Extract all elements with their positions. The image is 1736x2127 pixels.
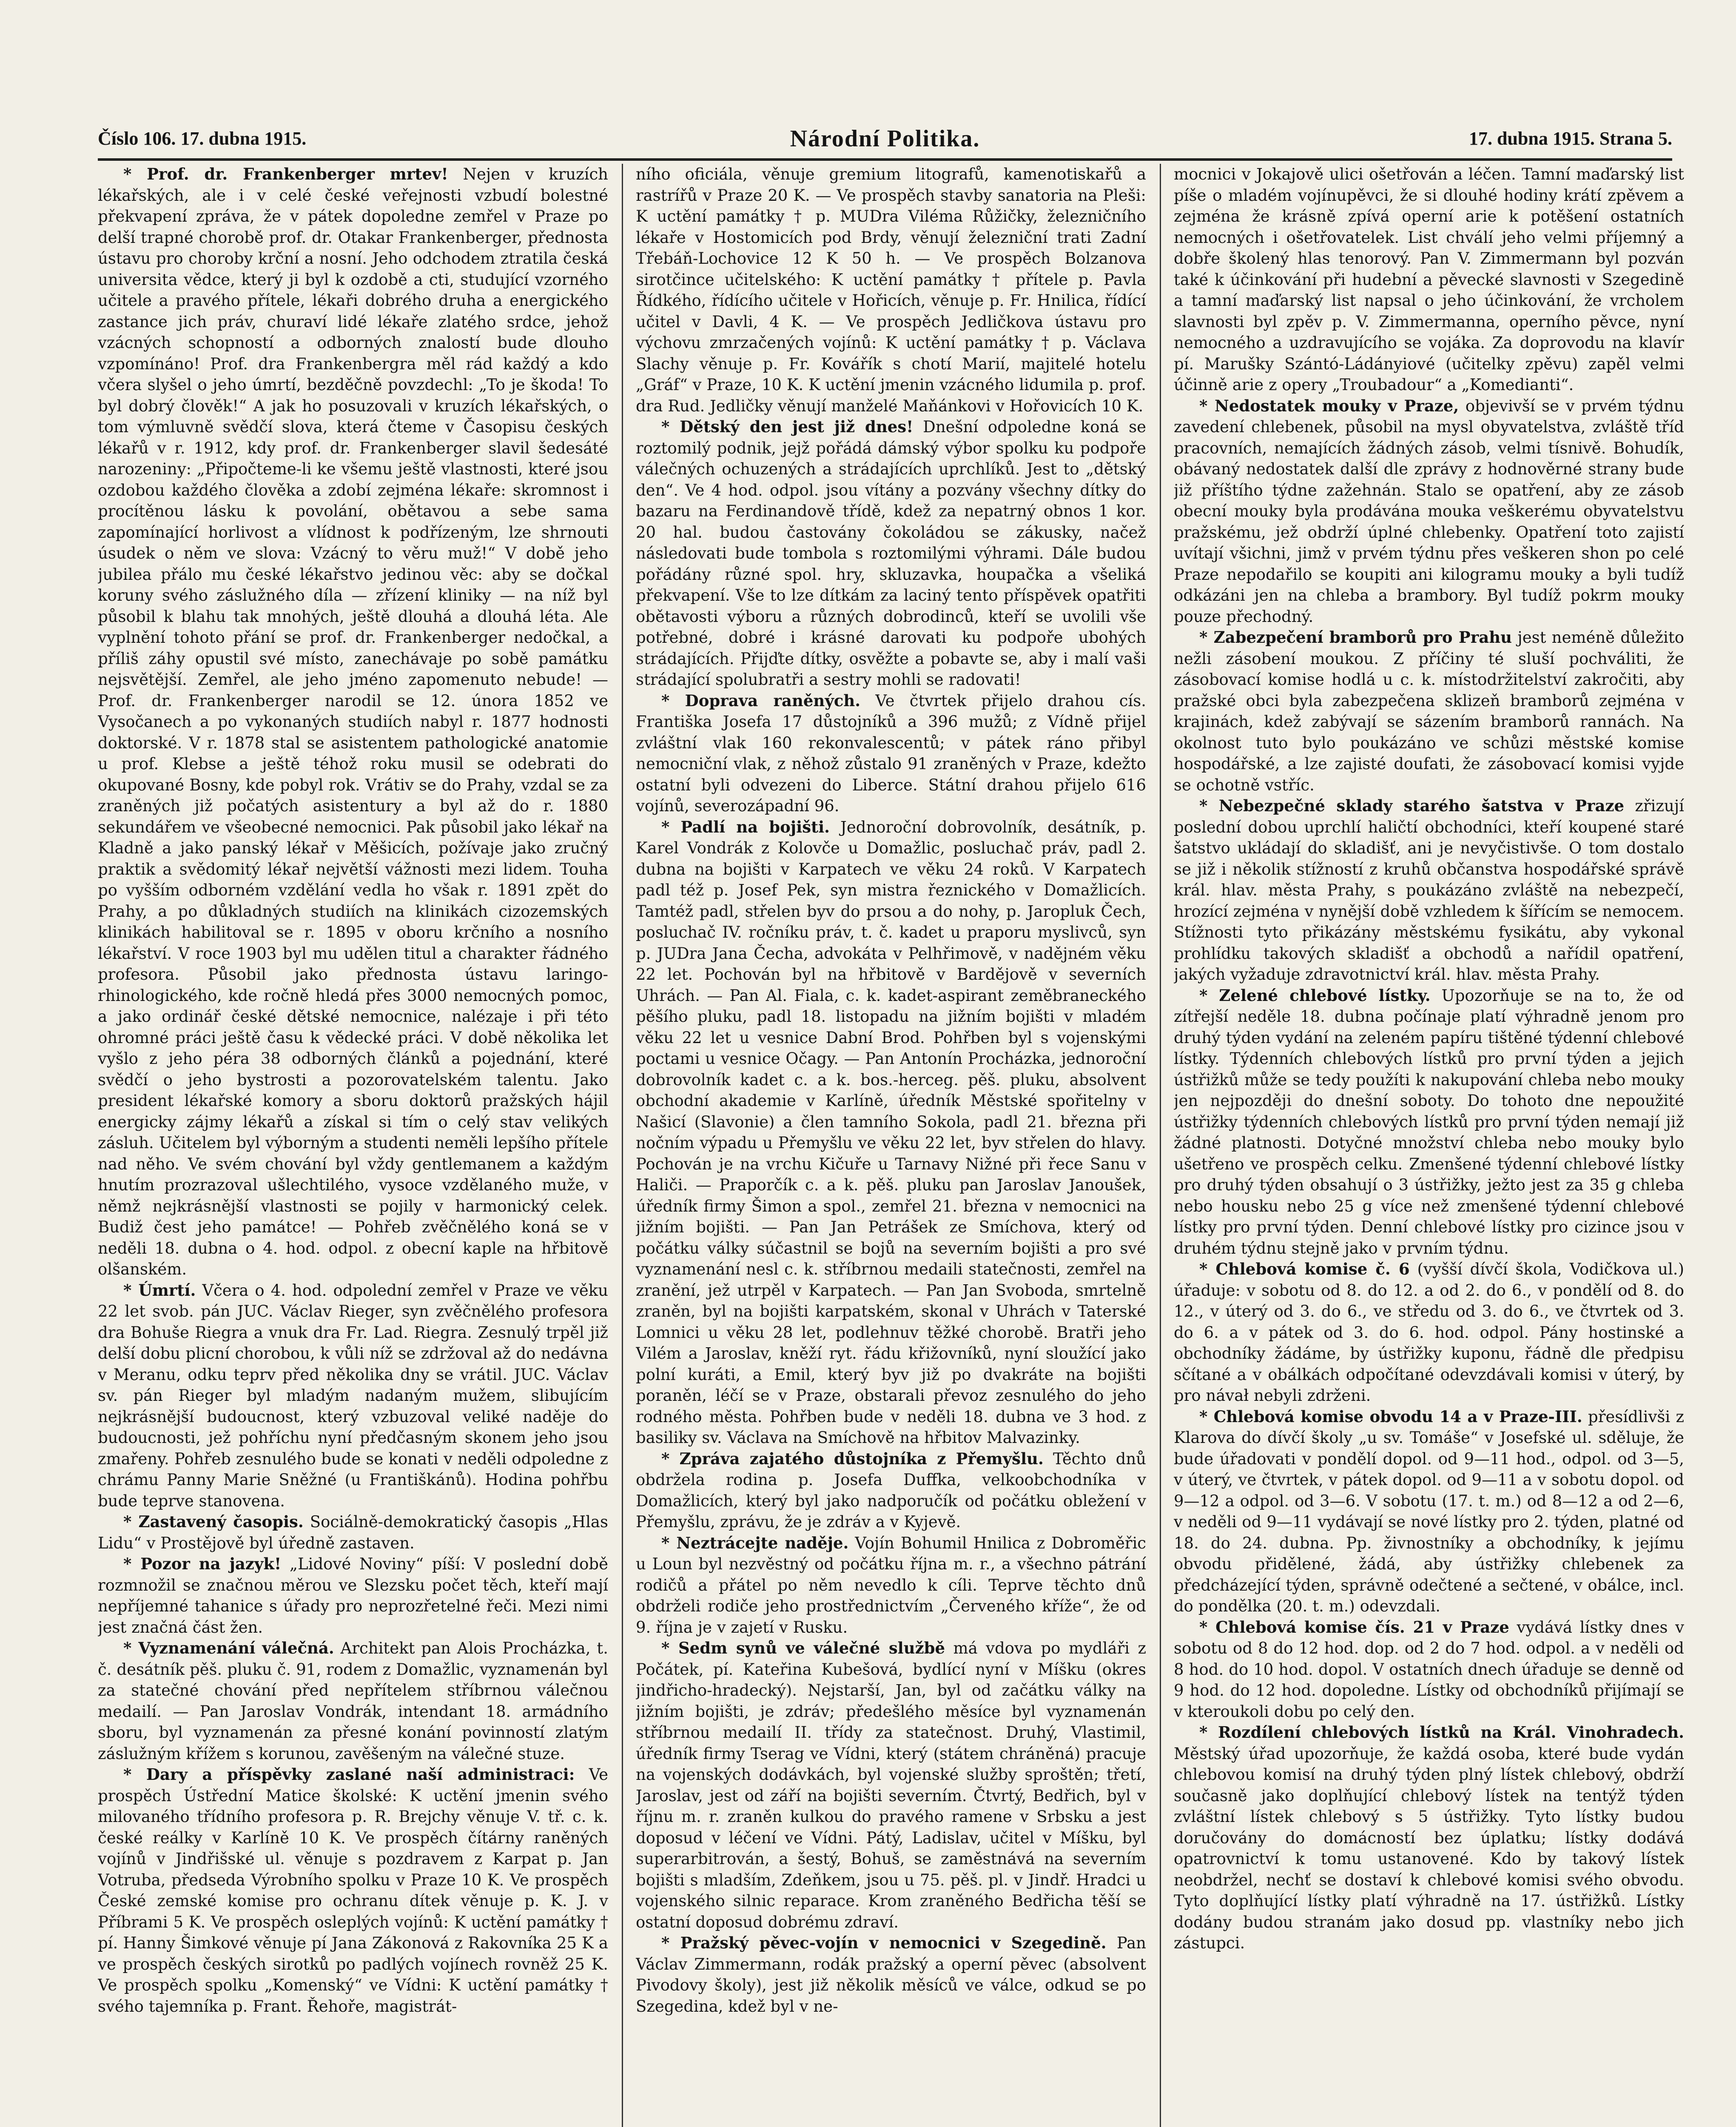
article-heading: * Chlebová komise obvodu 14 a v Praze-III. [1199, 1407, 1582, 1426]
column-2 [636, 164, 1146, 2127]
article-heading: * Dary a příspěvky zaslané naší administraci: [123, 1765, 575, 1784]
article-heading: * Zabezpečení bramborů pro Prahu [1199, 628, 1512, 647]
article-paragraph [636, 690, 1146, 817]
article-text: zřizují poslední dobou uprchlí haličtí obchodníci, kteří koupené staré šatstvo ukládají do skladišť, ani je nevyčistivše. O tom dostalo se již i několik stížností z kruhů občanstva hospodářské správě král. hlav. města Prahy, s poukázáno zvláště na nebezpečí, hrozící zejména v nynější době vzhledem k šířícím se nemocem. Stížnosti tyto přikázány městskému fysikátu, aby vykonal prohlídku takových skladišť a obchodů a nařídil opatření, jakých vyžaduje zdravotnictví král. hlav. města Prahy. [1174, 797, 1684, 984]
article-text: Jednoroční dobrovolník, desátník, p. Karel Vondrák z Kolovče u Domažlic, posluchač práv, padl 2. dubna na bojišti v Karpatech ve věku 24 roků. V Karpatech padl též p. Josef Pek, syn mistra řeznického v Domažlicích. Tamtéž padl, střelen byv do prsou a do nohy, p. Jaropluk Čech, posluchač IV. ročníku práv, t. č. kadet u praporu myslivců, syn p. JUDra Jana Čecha, advokáta v Pelhřimově, v nadějném věku 22 let. Pochován byl na hřbitově v Bardějově v severních Uhrách. — Pan Al. Fiala, c. k. kadet-aspirant zeměbraneckého pěšího pluku, padl 18. listopadu na jižním bojišti v mladém věku 22 let u vesnice Dabní Brod. Pohřben byl s vojenskými poctami u vesnice Očagy. — Pan Antonín Procházka, jednoroční dobrovolník kadet c. a k. bos.-herceg. pěš. pluku, absolvent obchodní akademie v Karlíně, úředník Městské spořitelny v Našicí (Slavonie) a člen tamního Sokola, padl 21. března při nočním výpadu u Přemyšlu ve věku 22 let, byv střelen do hlavy. Pochován je na vrchu Kičuře u Tarnavy Nižné při řece Sanu v Haliči. — Praporčík c. a k. pěš. pluku pan Jaroslav Janoušek, úředník firmy Šimon a spol., zemřel 21. března v nemocnici na jižním bojišti. — Pan Jan Petrášek ze Smíchova, který od počátku války súčastnil se bojů na severním bojišti a pro své vyznamenání nesl c. k. stříbrnou medaili statečnosti, zemřel na zranění, jež utrpěl v Karpatech. — Pan Jan Svoboda, smrtelně zraněn, byl na bojišti karpatském, skonal v Uhrách v Taterské Lomnici u věku 28 let, podlehnuv těžké chorobě. Bratři jeho Vilém a Jaroslav, kněží ryt. řádu křižovníků, nyní sloužící jako polní kuráti, a Emil, který byv již po dvakráte na bojišti poraněn, léčí se v Praze, obstarali převoz zesnulého do jeho rodného města. Pohřben bude v neděli 18. dubna ve 3 hod. z basiliky sv. Václava na Smíchově na hřbitov Malvazinky. [636, 818, 1146, 1447]
article-heading: * Prof. dr. Frankenberger mrtev! [123, 165, 448, 183]
article-paragraph [1174, 164, 1684, 396]
article-paragraph [1174, 1259, 1684, 1406]
article-heading: * Pozor na jazyk! [123, 1554, 282, 1573]
article-text: má vdova po mydláři z Počátek, pí. Kateřina Kubešová, bydlící nyní v Míšku (okres jindřicho-hradecký). Nejstarší, Jan, byl od začátku války na jižním bojišti, je zdráv; předešlého měsíce byl vyznamenán stříbrnou medailí II. třídy za statečnost. Druhý, Vlastimil, úředník firmy Tserag ve Vídni, který (státem chráněná) pracuje na vojenských dodávkách, byl vojenské služby sproštěn; třetí, Jaroslav, jest od září na bojišti severním. Čtvrtý, Bedřich, byl v říjnu m. r. zraněn kulkou do pravého ramene v Srbsku a jest doposud v léčení ve Vídni. Pátý, Ladislav, učitel v Míšku, byl superarbitrován, a šestý, Bohuš, se zaměstnává na severním bojišti s mladším, Zdeňkem, jsou u 75. pěš. pl. v Jindř. Hradci u vojenského silnic reparace. Krom zraněného Bedřicha těší se ostatní doposud dobrému zdraví. [636, 1639, 1146, 1931]
header-issue: Číslo 106. 17. dubna 1915. [98, 128, 307, 149]
article-text: „Lidové Noviny“ píší: V poslední době rozmnožil se značnou měrou ve Slezsku počet těch, kteří mají nepříjemné tahanice s úřady pro neprozřetelné řeči. Mezi nimi jest značná část žen. [98, 1555, 608, 1637]
article-heading: * Doprava raněných. [661, 691, 861, 710]
article-text: Ve prospěch Ústřední Matice školské: K uctění jmenin svého milovaného třídního profesora p. R. Brejchy věnuje V. tř. c. k. české reálky v Karlíně 10 K. Ve prospěch čítárny raněných vojínů v Jindřišské ul. věnuje s pozdravem z Karpat p. Jan Votruba, předseda Výrobního spolku v Praze 10 K. Ve prospěch České zemské komise pro ochranu dítek věnuje p. K. J. v Příbrami 5 K. Ve prospěch osleplých vojínů: K uctění památky † pí. Hanny Šimkové věnuje pí Jana Zákonová z Rakovníka 25 K a ve prospěch českých sirotků po padlých vojínech rovněž 25 K. Ve prospěch spolku „Komenský“ ve Vídni: K uctění památky † svého tajemníka p. Frant. Řehoře, magistrát- [98, 1765, 608, 2016]
article-paragraph [1174, 1617, 1684, 1722]
article-text: (vyšší dívčí škola, Vodičkova ul.) úřaduje: v sobotu od 8. do 12. a od 2. do 6., v pondělí od 8. do 12., v úterý od 3. do 6., ve středu od 3. do 6., ve čtvrtek od 3. do 6. a v pátek od 3. do 6. hod. odpol. Pány hostinské a obchodníky žádáme, by ústřižky kuponu, řádně dle předpisu sčítané a v obálkách odpočítané odevzdávali komisi v úterý, by pro návał nebyli zdrženi. [1174, 1260, 1684, 1405]
article-paragraph [636, 416, 1146, 690]
article-text: jest neméně důležito nežli zásobení moukou. Z příčiny té sluší pochváliti, že zásobovací komise hodlá u c. k. místodržitelství zakročiti, aby pražské obci byla zabezpečena sklizeň bramborů zejména v krajinách, kdež zabývají se sázením bramborů rannách. Na okolnost tuto bylo poukázáno ve schůzi městské komise hospodářské, a lze zajisté doufati, že zásobovací komisi vyjde se ochotně vstříc. [1174, 628, 1684, 794]
article-text: vydává lístky dnes v sobotu od 8 do 12 hod. dop. od 2 do 7 hod. odpol. a v neděli od 8 hod. do 10 hod. dopol. V ostatních dnech úřaduje se denně od 9 hod. do 12 hod. dopoledne. Lístky od obchodníků přijímají se v kteroukoli dobu po celý den. [1174, 1618, 1684, 1721]
article-paragraph [98, 164, 608, 1280]
article-heading: * Padlí na bojišti. [661, 817, 830, 836]
article-heading: * Nedostatek mouky v Praze, [1199, 396, 1459, 415]
article-heading: * Dětský den jest již dnes! [661, 417, 914, 436]
article-paragraph [98, 1764, 608, 2017]
article-heading: * Nebezpečné sklady starého šatstva v Praze [1199, 796, 1625, 815]
article-text: Upozorňuje se na to, že od zítřejší neděle 18. dubna počínaje platí výhradně jenom pro druhý týden vydání na zeleném papíru tištěné týdenní chlebové lístky. Týdenních chlebových lístků pro první týden a jejich ústřižků může se tedy použíti k nakupování chleba nebo mouky jen nejpozději do dnešní soboty. Do tohoto dne nepoužité ústřižky týdenních chlebových lístků pro první týden nemají již žádné platnosti. Dotyčné množství chleba nebo mouky bylo ušetřeno ve prospěch celku. Zmenšené týdenní chlebové lístky pro druhý týden obsahují o 3 ústřižky, ježto jest za 35 g chleba nebo housku nebo 25 g více než zmenšené týdenní chlebové lístky pro první týden. Denní chlebové lístky pro cizince jsou v druhém týdnu stejně jako v prvním týdnu. [1174, 986, 1684, 1257]
article-paragraph [1174, 1722, 1684, 1954]
article-heading: * Chlebová komise čís. 21 v Praze [1199, 1617, 1509, 1637]
article-text: Sociálně-demokratický časopis „Hlas Lidu“ v Prostějově byl úředně zastaven. [98, 1513, 608, 1552]
article-text: Včera o 4. hod. odpolední zemřel v Praze ve věku 22 let svob. pán JUC. Václav Rieger, syn zvěčnělého profesora dra Bohuše Riegra a vnuk dra Fr. Lad. Riegra. Zesnulý trpěl již delší dobu plicní chorobou, k vůli níž se zdržoval až do nedávna v Meranu, odku teprv před několika dny se vrátil. JUC. Václav sv. pán Rieger byl mladým nadaným mužem, slibujícím nejkrásnější budoucnost, který vzbuzoval veliké naděje do budoucnosti, jež pohříchu nyní předčasným skonem jeho jsou zmařeny. Pohřeb zesnulého bude se konati v neděli odpoledne z chrámu Panny Marie Sněžné (u Františkánů). Hodina pohřbu bude teprve stanovena. [98, 1281, 608, 1510]
article-text: Pan Václav Zimmermann, rodák pražský a operní pěvec (absolvent Pivodovy školy), jest již několik měsíců ve válce, odkud se po Szegedina, kdež byl v ne- [636, 1934, 1146, 2016]
article-text: Městský úřad upozorňuje, že každá osoba, které bude vydán chlebovou komisí na druhý týden plný lístek chlebový, obdrží současně jako doplňující chlebový lístek na tentýž týden zvláštní lístek chlebový s 5 ústřižky. Tyto lístky budou doručovány do domácností bez úplatku; lístky dodává opatrovnictví k tomu ustanovené. Kdo by takový lístek neobdržel, nechť se dostaví k chlebové komisi svého obvodu. Tyto doplňující lístky platí výhradně na 17. ústřižků. Lístky dodány budou stranám jako dosud pp. vlastníky nebo jich zástupci. [1174, 1744, 1684, 1952]
article-paragraph [1174, 985, 1684, 1259]
article-paragraph [1174, 627, 1684, 795]
header-rule [98, 158, 1672, 161]
article-paragraph [98, 1511, 608, 1554]
article-text: Dnešní odpoledne koná se roztomilý podnik, jejž pořádá dámský výbor spolku ku podpoře válečných ochuzených a strádajících uprchlíků. Jest to „dětský den“. Ve 4 hod. odpol. jsou vítány a pozvány všechny dítky do bazaru na Ferdinandově třídě, kdež za nepatrný obnos 1 kor. 20 hal. budou častovány čokoládou se zákusky, načež následovati bude tombola s roztomilými výhrami. Dále budou pořádány různé spol. hry, skluzavka, houpačka a všeliká překvapení. Vše to lze dítkám za laciný tento příspěvek opatřiti obětavosti výboru a různých dobrodinců, kteří se uvolili vše potřebné, dobré i krásné darovati ku podpoře ubohých strádajících. Přijďte dítky, osvěžte a pobavte se, aby i malí vaši strádající spolubratři a sestry mohli se radovati! [636, 418, 1146, 689]
column-divider [622, 164, 623, 2127]
article-heading: * Chlebová komise č. 6 [1199, 1260, 1410, 1278]
article-paragraph [636, 1533, 1146, 1638]
article-heading: * Zelené chlebové lístky. [1199, 986, 1431, 1005]
article-paragraph [636, 1933, 1146, 2017]
masthead-title: Národní Politika. [790, 125, 980, 152]
article-paragraph [636, 164, 1146, 416]
article-paragraph [1174, 795, 1684, 985]
column-3 [1174, 164, 1684, 2127]
article-heading: * Vyznamenání válečná. [123, 1639, 334, 1657]
article-paragraph [636, 1638, 1146, 1933]
article-text: mocnici v Jokajově ulici ošetřován a léčen. Tamní maďarský list píše o mladém vojínupěvci, že si dlouhé hodiny krátí zpěvem a zejména že krásně zpívá operní arie k potěšení ostatních nemocných i ošetřovatelek. List chválí jeho velmi příjemný a dobře školený hlas tenorový. Pan V. Zimmermann byl pozván také k účinkování při hudební a pěvecké slavnosti v Szegedině a tamní maďarský list napsal o jeho účinkování, že vrcholem slavnosti byl zpěv p. V. Zimmermanna, operního pěvce, nyní nemocného a uzdravujícího se vojáka. Za doprovodu na klavír pí. Marušky Szántó-Ládányiové (učitelky zpěvu) zapěl velmi účinně arie z opery „Troubadour“ a „Komedianti“. [1174, 165, 1684, 394]
article-text: Těchto dnů obdržela rodina p. Josefa Duffka, velkoobchodníka v Domažlicích, který byl jako nadporučík od počátku obležení v Přemyšlu, zprávu, že je zdráv a v Kyjevě. [636, 1449, 1146, 1531]
page-header [98, 125, 1672, 157]
article-paragraph [98, 1280, 608, 1512]
article-heading: * Úmrtí. [123, 1280, 196, 1300]
column-1 [98, 164, 608, 2127]
article-paragraph [636, 817, 1146, 1448]
article-paragraph [1174, 396, 1684, 627]
column-divider [1160, 164, 1161, 2127]
article-text: Ve čtvrtek přijelo drahou cís. Františka Josefa 17 důstojníků a 396 mužů; z Vídně přijel zvláštní vlak 160 rekonvalescentů; v pátek ráno přibyl nemocniční vlak, z něhož zůstalo 91 zraněných v Praze, kdežto ostatní byli odvezeni do Liberce. Státní drahou přijelo 616 vojínů, severozápadní 96. [636, 691, 1146, 815]
article-text: objevivší se v prvém týdnu zavedení chlebenek, působil na mysl obyvatelstva, zvláště tříd pracovních, nemajících žádných zásob, velmi tísnivě. Bohudík, obávaný nedostatek další dle zprávy z hodnověrné strany bude již příštího týdne zažehnán. Stalo se opatření, aby ze zásob obecní mouky byla prodávána mouka veškerému obyvatelstvu pražskému, jež obdrží úplné chlebenky. Opatření toto zajistí uvítají všichni, jimž v prvém týdnu přes veškeren shon po celé Praze nepodařilo se koupiti ani kilogramu mouky a byli tudíž odkázáni jen na chleba a brambory. Byl tudíž pokrm mouky pouze přechodný. [1174, 396, 1684, 626]
article-heading: * Pražský pěvec-vojín v nemocnici v Szegedině. [661, 1933, 1107, 1952]
article-paragraph [98, 1554, 608, 1638]
article-paragraph [636, 1448, 1146, 1533]
article-heading: * Zpráva zajatého důstojníka z Přemyšlu. [661, 1449, 1044, 1468]
article-heading: * Rozdílení chlebových lístků na Král. Vinohradech. [1199, 1723, 1684, 1742]
article-text: Nejen v kruzích lékařských, ale i v celé české veřejnosti vzbudí bolestné překvapení zpráva, že v pátek dopoledne zemřel v Praze po delší trapné chorobě prof. dr. Otakar Frankenberger, přednosta ústavu pro choroby krční a nosní. Jeho odchodem ztratila česká universita vědce, který ji byl k ozdobě a cti, studující vzorného učitele a pravého přítele, lékaři dobrého druha a energického zastance jich práv, churaví lidé lékaře zlatého srdce, jehož vzácných schopností a odborných znalostí bude dlouho vzpomínáno! Prof. dra Frankenbergra měl rád každý a kdo včera slyšel o jeho úmrtí, bezděčně povzdechl: „To je škoda! To byl dobrý člověk!“ A jak ho posuzovali v kruzích lékařských, o tom výmluvně svědčí slova, která čteme v Časopisu českých lékařů v r. 1912, kdy prof. dr. Frankenberger slavil šedesáté narozeniny: „Připočteme-li ke všemu ještě vlastnosti, které jsou ozdobou každého člověka a zdobí zejména lékaře: skromnost i procítěnou lásku k povolání, obětavou a sebe sama zapomínající horlivost a vlídnost k podřízeným, lze shrnouti úsudek o něm ve slova: Vzácný to věru muž!“ V době jeho jubilea přálo mu české lékařstvo jedinou věc: aby se dočkal koruny svého záslužného díla — zřízení kliniky — na níž byl působil k blahu tak mnohých, ještě dlouhá a dlouhá léta. Ale vyplnění tohoto přání se prof. dr. Frankenberger nedočkal, a příliš záhy opustil své místo, zanechávaje po sobě památku nejsvětější. Zemřel, ale jeho jméno zapomenuto nebude! — Prof. dr. Frankenberger narodil se 12. února 1852 ve Vysočanech a po vykonaných studiích nabyl r. 1877 hodnosti doktorské. V r. 1878 stal se asistentem pathologické anatomie u prof. Klebse a ještě téhož roku musil se odebrati do okupované Bosny, kde pobyl rok. Vrátiv se do Prahy, vzdal se za zraněných již počatých asistentury a byl až do r. 1880 sekundářem ve všeobecné nemocnici. Pak působil jako lékař na Kladně a jako panský lékař v Měšicích, požívaje jako zručný praktik a svědomitý lékař největší vážnosti mezi lidem. Touha po vyšším odborném vzdělání vedla ho však r. 1891 zpět do Prahy, a po důkladných studiích na klinikách cizozemských klinikách habilitoval se r. 1895 v oboru krčního a nosního lékařství. V roce 1903 byl mu udělen titul a charakter řádného profesora. Působil jako přednosta ústavu laringo-rhinologického, kde ročně hledá přes 3000 nemocných pomoc, a jako ordinář české dětské nemocnice, nalézaje i při této ohromné práci ještě času k vědecké práci. V době několika let vyšlo z jeho péra 38 odborných článků a pojednání, které svědčí o jeho bystrosti a pozorovatelském talentu. Jako president lékařské komory a sboru doktorů pražských hájil energicky zájmy lékařů a získal si tím o celý stav velikých zásluh. Učitelem byl výborným a studenti neměli lepšího přítele nad něho. Ve svém chování byl vždy gentlemanem a každým hnutím prozrazoval ušlechtilého, vysoce vzdělaného muže, v němž nejkrásnější vlastnosti se pojily v harmonický celek. Budiž čest jeho památce! — Pohřeb zvěčnělého koná se v neděli 18. dubna o 4. hod. odpol. z obecní kaple na hřbitově olšanském. [98, 165, 608, 1278]
article-text: přesídlivši z Klarova do dívčí školy „u sv. Tomáše“ v Josefské ul. sděluje, že bude úřadovati v pondělí dopol. od 9—11 hod., odpol. od 3—5, v úterý, ve čtvrtek, v pátek dopol. od 9—11 a v sobotu dopol. od 9—12 a odpol. od 3—6. V sobotu (17. t. m.) od 8—12 a od 2—6, v neděli od 9—11 vydávají se nové lístky pro 2. týden, platné od 18. do 24. dubna. Pp. živnostníky a obchodníky, k jejímu obvodu přidělené, žádá, aby ústřižky chlebenek za předcházející týden, správně odečtené a sečtené, v obálce, incl. do pondělka (20. t. m.) odevzdali. [1174, 1407, 1684, 1615]
header-date-page: 17. dubna 1915. Strana 5. [1468, 128, 1672, 149]
article-paragraph [98, 1638, 608, 1764]
article-paragraph [1174, 1406, 1684, 1617]
article-heading: * Zastavený časopis. [123, 1512, 304, 1531]
article-text: Vojín Bohumil Hnilica z Dobroměřic u Loun byl nezvěstný od počátku října m. r., a všechno pátrání rodičů a přátel po něm nevedlo k cíli. Teprve těchto dnů obdrželi rodiče jeho prostřednictvím „Červeného kříže“, že od 9. října je v zajetí v Rusku. [636, 1534, 1146, 1637]
article-text: ního oficiála, věnuje gremium litografů, kamenotiskařů a rastrířů v Praze 20 K. — Ve prospěch stavby sanatoria na Pleši: K uctění památky † p. MUDra Viléma Růžičky, železničního lékaře v Hostomicích pod Brdy, věnují železniční trati Zadní Třebáň-Lochovice 12 K 50 h. — Ve prospěch Bolzanova sirotčince učitelského: K uctění památky † přítele p. Pavla Řídkého, řídícího učitele v Hořicích, věnuje p. Fr. Hnilica, řídící učitel v Davli, 4 K. — Ve prospěch Jedličkova ústavu pro výchovu zmrzačených vojínů: K uctění památky † p. Václava Slachy věnuje p. Fr. Kovářík s chotí Marií, majitelé hotelu „Gráf“ v Praze, 10 K. K uctění jmenin vzácného lidumila p. prof. dra Rud. Jedličky věnují manželé Maňánkovi v Hořovicích 10 K. [636, 165, 1146, 415]
columns [98, 164, 1684, 2127]
article-heading: * Sedm synů ve válečné službě [661, 1639, 945, 1657]
article-text: Architekt pan Alois Procházka, t. č. desátník pěš. pluku č. 91, rodem z Domažlic, vyznamenán byl za statečné chování před nepřítelem stříbrnou válečnou medailí. — Pan Jaroslav Vondrák, intendant 18. armádního sboru, byl vyznamenán za přesné konání povinností zlatým záslužným křížem s korunou, zavěšeným na válečné stuze. [98, 1639, 608, 1763]
article-heading: * Neztrácejte naděje. [661, 1533, 849, 1552]
